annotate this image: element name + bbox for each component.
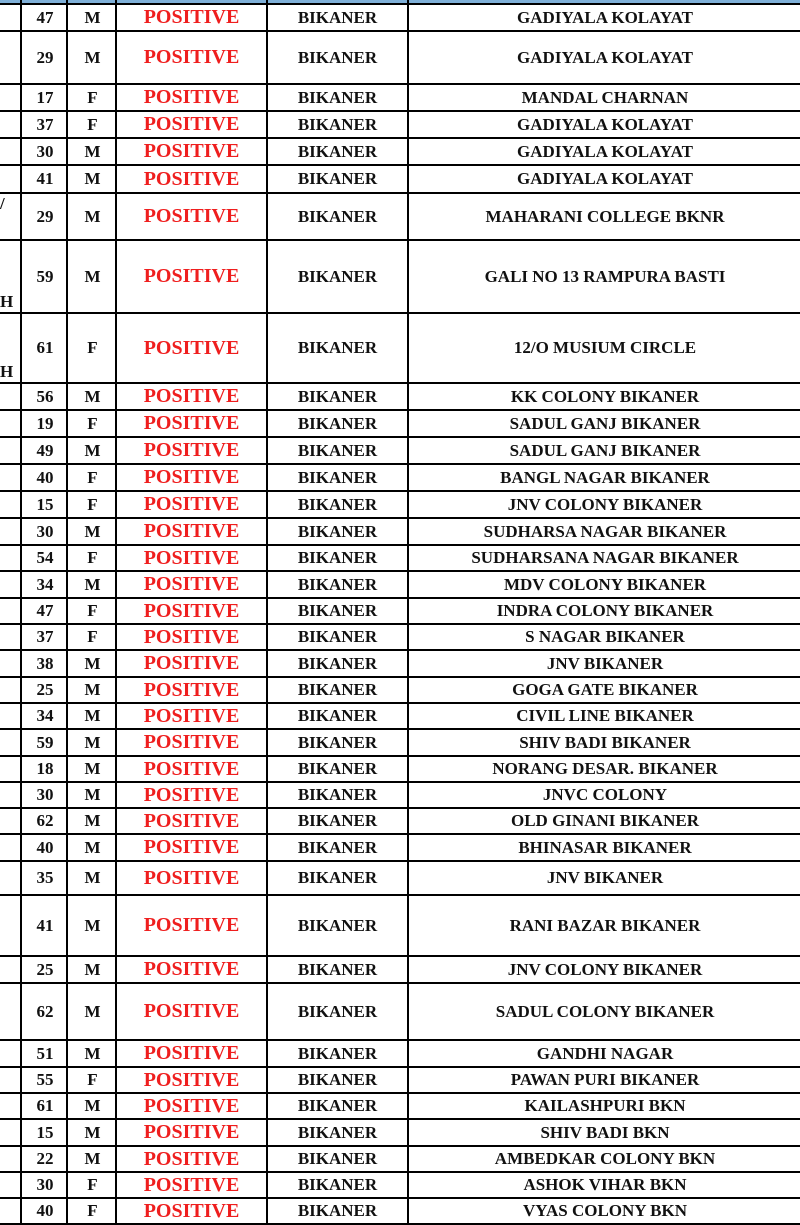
sex-cell: M bbox=[84, 811, 101, 830]
age-cell: 47 bbox=[36, 7, 54, 27]
address-cell: SHIV BADI BKN bbox=[540, 1122, 670, 1142]
result-cell: POSITIVE bbox=[143, 86, 240, 108]
result-cell: POSITIVE bbox=[143, 493, 240, 515]
result-cell: POSITIVE bbox=[143, 439, 240, 461]
district-cell: BIKANER bbox=[297, 785, 378, 804]
address-cell: JNV BIKANER bbox=[546, 653, 664, 673]
age-cell: 41 bbox=[36, 915, 54, 935]
age-cell: 59 bbox=[36, 266, 54, 286]
district-cell: BIKANER bbox=[297, 811, 378, 830]
address-cell: NORANG DESAR. BIKANER bbox=[492, 759, 718, 778]
district-cell: BIKANER bbox=[297, 548, 378, 567]
address-cell: GOGA GATE BIKANER bbox=[512, 680, 698, 699]
age-cell: 49 bbox=[36, 440, 54, 460]
age-cell: 35 bbox=[36, 868, 54, 887]
sex-cell: F bbox=[87, 413, 98, 433]
address-cell: MDV COLONY BIKANER bbox=[503, 574, 707, 594]
address-cell: AMBEDKAR COLONY BKN bbox=[494, 1149, 716, 1168]
sex-cell: F bbox=[87, 114, 98, 134]
sex-cell: M bbox=[84, 959, 101, 979]
column-divider bbox=[20, 0, 22, 1225]
result-cell: POSITIVE bbox=[143, 704, 240, 727]
district-cell: BIKANER bbox=[297, 706, 378, 725]
result-cell: POSITIVE bbox=[143, 46, 240, 68]
result-cell: POSITIVE bbox=[143, 1068, 240, 1091]
district-cell: BIKANER bbox=[297, 868, 378, 887]
sex-cell: F bbox=[87, 338, 98, 357]
address-cell: BANGL NAGAR BIKANER bbox=[500, 467, 710, 487]
age-cell: 62 bbox=[36, 811, 54, 830]
sex-cell: M bbox=[84, 169, 101, 188]
address-cell: SHIV BADI BIKANER bbox=[519, 732, 691, 752]
result-cell: POSITIVE bbox=[143, 1094, 240, 1117]
age-cell: 59 bbox=[36, 732, 54, 752]
sex-cell: M bbox=[84, 915, 101, 935]
sex-cell: F bbox=[87, 601, 98, 620]
result-cell: POSITIVE bbox=[143, 1147, 240, 1170]
age-cell: 22 bbox=[36, 1149, 54, 1168]
result-cell: POSITIVE bbox=[143, 1000, 240, 1022]
age-cell: 15 bbox=[36, 1122, 54, 1142]
sex-cell: M bbox=[84, 706, 101, 725]
address-cell: PAWAN PURI BIKANER bbox=[510, 1070, 700, 1089]
result-cell: POSITIVE bbox=[143, 205, 240, 227]
result-cell: POSITIVE bbox=[143, 836, 240, 858]
district-cell: BIKANER bbox=[297, 114, 378, 134]
age-cell: 51 bbox=[36, 1043, 54, 1063]
address-cell: SADUL GANJ BIKANER bbox=[509, 413, 701, 433]
age-cell: 25 bbox=[36, 959, 54, 979]
result-cell: POSITIVE bbox=[143, 265, 240, 287]
address-cell: GADIYALA KOLAYAT bbox=[517, 7, 693, 27]
district-cell: BIKANER bbox=[297, 169, 378, 188]
truncated-name-fragment: H bbox=[0, 292, 14, 311]
truncated-name-fragment: / bbox=[0, 194, 5, 213]
age-cell: 18 bbox=[36, 759, 54, 778]
result-cell: POSITIVE bbox=[143, 336, 240, 359]
district-cell: BIKANER bbox=[297, 1201, 378, 1220]
result-cell: POSITIVE bbox=[143, 809, 240, 832]
sex-cell: M bbox=[84, 440, 101, 460]
district-cell: BIKANER bbox=[297, 266, 378, 286]
result-cell: POSITIVE bbox=[143, 412, 240, 434]
district-cell: BIKANER bbox=[297, 467, 378, 487]
result-cell: POSITIVE bbox=[143, 466, 240, 488]
address-cell: KK COLONY BIKANER bbox=[510, 386, 700, 406]
district-cell: BIKANER bbox=[297, 1122, 378, 1142]
district-cell: BIKANER bbox=[297, 574, 378, 594]
sex-cell: F bbox=[87, 87, 98, 107]
district-cell: BIKANER bbox=[297, 627, 378, 646]
address-cell: RANI BAZAR BIKANER bbox=[509, 915, 701, 935]
age-cell: 41 bbox=[36, 169, 54, 188]
age-cell: 29 bbox=[36, 206, 54, 226]
district-cell: BIKANER bbox=[297, 87, 378, 107]
address-cell: GANDHI NAGAR bbox=[536, 1043, 674, 1063]
address-cell: SADUL GANJ BIKANER bbox=[509, 440, 701, 460]
age-cell: 30 bbox=[36, 521, 54, 541]
age-cell: 15 bbox=[36, 494, 54, 514]
result-cell: POSITIVE bbox=[143, 866, 240, 889]
sex-cell: M bbox=[84, 521, 101, 541]
result-cell: POSITIVE bbox=[143, 113, 240, 135]
result-cell: POSITIVE bbox=[143, 1199, 240, 1222]
age-cell: 55 bbox=[36, 1070, 54, 1089]
address-cell: SUDHARSA NAGAR BIKANER bbox=[483, 521, 727, 541]
address-cell: GALI NO 13 RAMPURA BASTI bbox=[484, 266, 726, 286]
sex-cell: M bbox=[84, 7, 101, 27]
result-cell: POSITIVE bbox=[143, 140, 240, 162]
result-cell: POSITIVE bbox=[143, 599, 240, 622]
age-cell: 30 bbox=[36, 141, 54, 161]
result-cell: POSITIVE bbox=[143, 678, 240, 701]
result-cell: POSITIVE bbox=[143, 520, 240, 542]
sex-cell: M bbox=[84, 868, 101, 887]
result-cell: POSITIVE bbox=[143, 573, 240, 595]
district-cell: BIKANER bbox=[297, 206, 378, 226]
district-cell: BIKANER bbox=[297, 338, 378, 357]
sex-cell: M bbox=[84, 1001, 101, 1021]
sex-cell: M bbox=[84, 141, 101, 161]
result-cell: POSITIVE bbox=[143, 914, 240, 936]
result-cell: POSITIVE bbox=[143, 731, 240, 753]
sex-cell: M bbox=[84, 1149, 101, 1168]
address-cell: SADUL COLONY BIKANER bbox=[495, 1001, 715, 1021]
district-cell: BIKANER bbox=[297, 440, 378, 460]
district-cell: BIKANER bbox=[297, 1175, 378, 1194]
district-cell: BIKANER bbox=[297, 1070, 378, 1089]
district-cell: BIKANER bbox=[297, 1043, 378, 1063]
result-cell: POSITIVE bbox=[143, 546, 240, 569]
district-cell: BIKANER bbox=[297, 959, 378, 979]
age-cell: 40 bbox=[36, 467, 54, 487]
sex-cell: M bbox=[84, 266, 101, 286]
district-cell: BIKANER bbox=[297, 837, 378, 857]
district-cell: BIKANER bbox=[297, 521, 378, 541]
sex-cell: F bbox=[87, 1175, 98, 1194]
result-cell: POSITIVE bbox=[143, 1042, 240, 1064]
sex-cell: M bbox=[84, 1043, 101, 1063]
age-cell: 37 bbox=[36, 114, 54, 134]
age-cell: 62 bbox=[36, 1001, 54, 1021]
sex-cell: M bbox=[84, 386, 101, 406]
district-cell: BIKANER bbox=[297, 1001, 378, 1021]
sex-cell: M bbox=[84, 206, 101, 226]
address-cell: MANDAL CHARNAN bbox=[521, 87, 689, 107]
age-cell: 34 bbox=[36, 706, 54, 725]
district-cell: BIKANER bbox=[297, 7, 378, 27]
result-cell: POSITIVE bbox=[143, 783, 240, 806]
district-cell: BIKANER bbox=[297, 653, 378, 673]
age-cell: 61 bbox=[36, 1096, 54, 1115]
address-cell: JNV COLONY BIKANER bbox=[507, 959, 703, 979]
address-cell: JNV COLONY BIKANER bbox=[507, 494, 703, 514]
address-cell: BHINASAR BIKANER bbox=[518, 837, 692, 857]
address-cell: S NAGAR BIKANER bbox=[525, 627, 685, 646]
result-cell: POSITIVE bbox=[143, 625, 240, 648]
result-cell: POSITIVE bbox=[143, 652, 240, 674]
address-cell: CIVIL LINE BIKANER bbox=[516, 706, 694, 725]
result-cell: POSITIVE bbox=[143, 385, 240, 407]
district-cell: BIKANER bbox=[297, 732, 378, 752]
address-cell: ASHOK VIHAR BKN bbox=[523, 1175, 687, 1194]
column-divider bbox=[407, 0, 409, 1225]
age-cell: 30 bbox=[36, 785, 54, 804]
district-cell: BIKANER bbox=[297, 494, 378, 514]
sex-cell: M bbox=[84, 732, 101, 752]
sex-cell: M bbox=[84, 1122, 101, 1142]
address-cell: GADIYALA KOLAYAT bbox=[517, 114, 693, 134]
district-cell: BIKANER bbox=[297, 386, 378, 406]
result-cell: POSITIVE bbox=[143, 757, 240, 780]
result-cell: POSITIVE bbox=[143, 958, 240, 980]
sex-cell: F bbox=[87, 1201, 98, 1220]
age-cell: 25 bbox=[36, 680, 54, 699]
result-cell: POSITIVE bbox=[143, 6, 240, 28]
age-cell: 40 bbox=[36, 1201, 54, 1220]
district-cell: BIKANER bbox=[297, 141, 378, 161]
address-cell: JNVC COLONY bbox=[542, 785, 668, 804]
sex-cell: M bbox=[84, 759, 101, 778]
age-cell: 30 bbox=[36, 1175, 54, 1194]
age-cell: 38 bbox=[36, 653, 54, 673]
address-cell: KAILASHPURI BKN bbox=[524, 1096, 686, 1115]
age-cell: 61 bbox=[36, 338, 54, 357]
sex-cell: M bbox=[84, 47, 101, 67]
address-cell: OLD GINANI BIKANER bbox=[511, 811, 699, 830]
address-cell: 12/O MUSIUM CIRCLE bbox=[513, 338, 697, 357]
truncated-name-fragment: H bbox=[0, 362, 14, 381]
age-cell: 40 bbox=[36, 837, 54, 857]
address-cell: GADIYALA KOLAYAT bbox=[517, 169, 693, 188]
sex-cell: M bbox=[84, 1096, 101, 1115]
result-cell: POSITIVE bbox=[143, 1173, 240, 1196]
address-cell: INDRA COLONY BIKANER bbox=[496, 601, 714, 620]
age-cell: 17 bbox=[36, 87, 54, 107]
result-cell: POSITIVE bbox=[143, 1121, 240, 1143]
address-cell: SUDHARSANA NAGAR BIKANER bbox=[471, 548, 739, 567]
sex-cell: F bbox=[87, 467, 98, 487]
age-cell: 29 bbox=[36, 47, 54, 67]
result-cell: POSITIVE bbox=[143, 167, 240, 190]
sex-cell: F bbox=[87, 627, 98, 646]
age-cell: 37 bbox=[36, 627, 54, 646]
district-cell: BIKANER bbox=[297, 680, 378, 699]
address-cell: GADIYALA KOLAYAT bbox=[517, 47, 693, 67]
district-cell: BIKANER bbox=[297, 47, 378, 67]
sex-cell: M bbox=[84, 785, 101, 804]
age-cell: 56 bbox=[36, 386, 54, 406]
address-cell: MAHARANI COLLEGE BKNR bbox=[485, 206, 725, 226]
sex-cell: F bbox=[87, 548, 98, 567]
sex-cell: F bbox=[87, 494, 98, 514]
sex-cell: M bbox=[84, 574, 101, 594]
district-cell: BIKANER bbox=[297, 759, 378, 778]
address-cell: GADIYALA KOLAYAT bbox=[517, 141, 693, 161]
sex-cell: M bbox=[84, 837, 101, 857]
district-cell: BIKANER bbox=[297, 1149, 378, 1168]
sex-cell: M bbox=[84, 653, 101, 673]
age-cell: 19 bbox=[36, 413, 54, 433]
age-cell: 34 bbox=[36, 574, 54, 594]
district-cell: BIKANER bbox=[297, 915, 378, 935]
sex-cell: F bbox=[87, 1070, 98, 1089]
district-cell: BIKANER bbox=[297, 601, 378, 620]
sex-cell: M bbox=[84, 680, 101, 699]
address-cell: VYAS COLONY BKN bbox=[522, 1201, 688, 1220]
address-cell: JNV BIKANER bbox=[546, 868, 664, 887]
column-divider bbox=[266, 0, 268, 1225]
age-cell: 54 bbox=[36, 548, 54, 567]
district-cell: BIKANER bbox=[297, 1096, 378, 1115]
district-cell: BIKANER bbox=[297, 413, 378, 433]
age-cell: 47 bbox=[36, 601, 54, 620]
